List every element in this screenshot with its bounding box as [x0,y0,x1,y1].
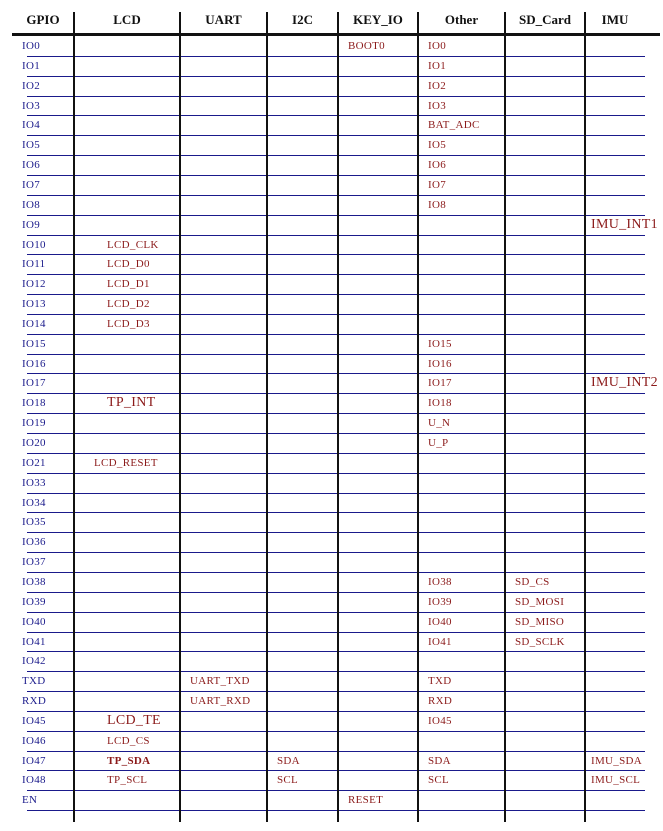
column-divider [337,12,339,822]
row-divider [27,552,645,553]
cell-sd-card: SD_CS [515,575,550,588]
cell-other: IO2 [428,79,447,92]
cell-gpio: IO19 [22,417,46,430]
row-divider [27,354,645,355]
row-divider [27,135,645,136]
cell-other: IO5 [428,139,447,152]
cell-other: IO3 [428,99,447,112]
cell-other: IO0 [428,40,447,52]
row-divider [27,691,645,692]
cell-other: IO18 [428,397,452,410]
column-divider [584,12,586,822]
row-divider [27,493,645,494]
cell-sd-card: SD_SCLK [515,635,565,648]
cell-gpio: IO12 [22,278,46,291]
cell-gpio: IO7 [22,178,41,191]
cell-gpio: IO6 [22,159,41,172]
cell-other: BAT_ADC [428,119,480,132]
cell-other: SDA [428,754,451,767]
cell-gpio: IO47 [22,754,46,767]
cell-gpio: IO46 [22,734,46,747]
cell-lcd: LCD_D1 [107,278,150,291]
cell-gpio: IO33 [22,476,46,489]
cell-lcd: TP_SDA [107,754,151,767]
header-sd-card: SD_Card [518,12,571,27]
row-divider [27,334,645,335]
cell-uart: UART_RXD [190,695,251,708]
cell-other: SCL [428,774,450,787]
cell-imu: IMU_SCL [591,774,641,787]
row-divider [27,810,645,811]
row-divider [27,155,645,156]
header-uart: UART [205,12,242,27]
cell-gpio: IO9 [22,218,41,231]
row-divider [27,56,645,57]
row-divider [27,790,645,791]
cell-gpio: IO17 [22,377,46,390]
column-divider [266,12,268,822]
cell-key-io: BOOT0 [348,40,385,52]
column-divider [504,12,506,822]
cell-other: IO38 [428,575,452,588]
row-divider [27,115,645,116]
cell-gpio: IO10 [22,238,46,251]
cell-other: IO1 [428,59,447,72]
row-divider [27,215,645,216]
cell-lcd: LCD_CS [107,734,150,747]
cell-gpio: IO13 [22,298,46,311]
row-divider [27,195,645,196]
row-divider [27,76,645,77]
header-imu: IMU [601,12,629,27]
cell-other: IO8 [428,198,447,211]
cell-gpio: IO2 [22,79,41,92]
cell-key-io: RESET [348,794,384,807]
cell-lcd: TP_SCL [107,774,148,787]
cell-gpio: IO45 [22,714,46,727]
cell-other: IO41 [428,635,452,648]
cell-lcd: LCD_CLK [107,238,159,251]
cell-lcd: LCD_D0 [107,258,150,271]
column-divider [417,12,419,822]
column-divider [73,12,75,822]
row-divider [27,473,645,474]
cell-gpio: IO1 [22,59,41,72]
cell-gpio: IO15 [22,337,46,350]
header-lcd: LCD [113,12,141,27]
cell-other: IO45 [428,714,452,727]
row-divider [27,433,645,434]
cell-gpio: IO8 [22,198,41,211]
cell-gpio: TXD [22,675,46,688]
cell-gpio: IO0 [22,40,41,52]
cell-other: IO6 [428,159,447,172]
cell-other: IO16 [428,357,452,370]
header-other: Other [444,12,479,27]
row-divider [27,512,645,513]
cell-gpio: IO38 [22,575,46,588]
cell-other: IO40 [428,615,452,628]
cell-imu: IMU_SDA [591,754,642,767]
cell-gpio: IO3 [22,99,41,112]
header-i2c: I2C [292,12,313,27]
cell-i2c: SCL [277,774,299,787]
cell-imu: IMU_INT1 [591,216,658,232]
header-key-io: KEY_IO [353,12,403,27]
cell-other: U_P [428,437,449,449]
row-divider [27,572,645,573]
cell-other: TXD [428,675,452,688]
cell-gpio: IO36 [22,536,46,549]
column-divider [179,12,181,822]
cell-lcd: LCD_TE [107,712,161,728]
cell-lcd: TP_INT [107,395,156,411]
cell-gpio: IO11 [22,258,46,271]
cell-sd-card: SD_MOSI [515,595,565,608]
cell-sd-card: SD_MISO [515,615,565,628]
cell-gpio: IO39 [22,595,46,608]
cell-other: IO17 [428,377,452,390]
header-rule [12,33,660,36]
cell-gpio: IO14 [22,317,46,330]
cell-i2c: SDA [277,754,300,767]
cell-gpio: IO16 [22,357,46,370]
cell-gpio: IO35 [22,516,46,529]
cell-lcd: LCD_RESET [94,456,158,469]
cell-gpio: IO18 [22,397,46,410]
cell-gpio: RXD [22,695,47,708]
cell-gpio: IO41 [22,635,46,648]
cell-other: IO39 [428,595,452,608]
cell-gpio: IO42 [22,655,46,668]
cell-gpio: IO48 [22,774,46,787]
cell-gpio: IO21 [22,456,46,469]
cell-gpio: IO5 [22,139,41,152]
row-divider [27,373,645,374]
cell-other: RXD [428,695,453,708]
cell-gpio: IO20 [22,437,46,449]
cell-other: IO15 [428,337,452,350]
cell-gpio: EN [22,794,38,807]
row-divider [27,175,645,176]
cell-lcd: LCD_D2 [107,298,150,311]
row-divider [27,413,645,414]
row-divider [27,96,645,97]
cell-gpio: IO4 [22,119,41,132]
cell-lcd: LCD_D3 [107,317,150,330]
row-divider [27,671,645,672]
header-gpio: GPIO [26,12,60,27]
row-divider [27,651,645,652]
cell-other: IO7 [428,178,447,191]
cell-gpio: IO34 [22,496,46,509]
cell-uart: UART_TXD [190,675,250,688]
cell-gpio: IO40 [22,615,46,628]
row-divider [27,532,645,533]
cell-gpio: IO37 [22,556,46,569]
cell-other: U_N [428,417,451,430]
cell-imu: IMU_INT2 [591,375,658,391]
